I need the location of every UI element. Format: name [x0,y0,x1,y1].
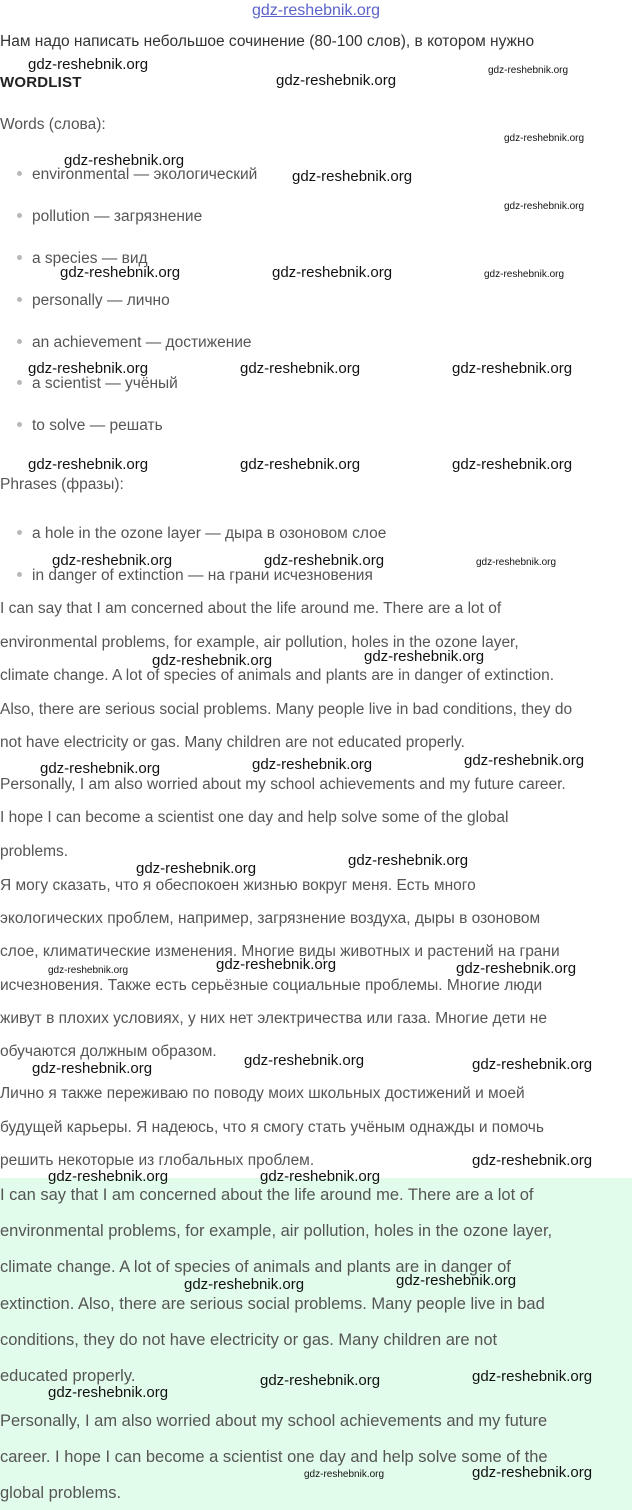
watermark: gdz-reshebnik.org [452,456,573,473]
russian-line: обучаются должным образом. [0,1043,217,1060]
english-line: environmental problems, for example, air pollution, holes in the ozone layer, [0,634,519,651]
watermark: gdz-reshebnik.org [28,360,149,377]
watermark: gdz-reshebnik.org [244,1052,365,1069]
phrases-label: Phrases (фразы): [0,476,124,493]
watermark: gdz-reshebnik.org [484,269,565,280]
watermark: gdz-reshebnik.org [272,264,393,281]
answer-line: educated properly. [0,1367,136,1385]
english-line: climate change. A lot of species of animals and plants are in danger of extinction. [0,667,555,684]
answer-line: climate change. A lot of species of animals and plants are in danger of [0,1258,511,1276]
watermark: gdz-reshebnik.org [40,760,161,777]
watermark: gdz-reshebnik.org [488,65,569,76]
russian-line: живут в плохих условиях, у них нет электричества или газа. Многие дети не [0,1010,547,1027]
bullet-icon [17,171,22,176]
watermark: gdz-reshebnik.org [364,648,485,665]
answer-line: I can say that I am concerned about the life around me. There are a lot of [0,1186,534,1204]
answer-line: Personally, I am also worried about my school achievements and my future [0,1412,548,1430]
bullet-icon [17,572,22,577]
english-line: not have electricity or gas. Many children are not educated properly. [0,734,465,751]
watermark: gdz-reshebnik.org [472,1056,593,1073]
watermark: gdz-reshebnik.org [48,965,129,976]
watermark: gdz-reshebnik.org [304,1469,385,1480]
word-item: pollution — загрязнение [17,208,202,226]
word-item: a scientist — учёный [17,375,178,393]
phrase-item: in danger of extinction — на грани исчезновения [17,567,373,585]
english-line: I hope I can become a scientist one day and help solve some of the global [0,809,509,826]
bullet-icon [17,380,22,385]
site-header [0,2,632,20]
bullet-icon [17,530,22,535]
word-item: an achievement — достижение [17,334,252,352]
bullet-icon [17,297,22,302]
answer-line: global problems. [0,1484,122,1502]
watermark: gdz-reshebnik.org [60,264,181,281]
answer-line: extinction. Also, there are serious social problems. Many people live in bad [0,1295,545,1313]
watermark: gdz-reshebnik.org [476,557,557,568]
watermark: gdz-reshebnik.org [472,1464,593,1481]
watermark: gdz-reshebnik.org [348,852,469,869]
answer-line: career. I hope I can become a scientist one day and help solve some of the [0,1448,548,1466]
watermark: gdz-reshebnik.org [396,1272,517,1289]
watermark: gdz-reshebnik.org [504,201,585,212]
watermark: gdz-reshebnik.org [136,860,257,877]
russian-line: Лично я также переживаю по поводу моих школьных достижений и моей [0,1085,525,1102]
english-line: I can say that I am concerned about the life around me. There are a lot of [0,600,502,617]
answer-line: conditions, they do not have electricity or gas. Many children are not [0,1331,498,1349]
watermark: gdz-reshebnik.org [48,1384,169,1401]
russian-line: решить некоторые из глобальных проблем. [0,1152,315,1169]
word-item: to solve — решать [17,417,163,435]
watermark: gdz-reshebnik.org [260,1168,381,1185]
word-item: a species — вид [17,250,148,268]
english-line: Also, there are serious social problems. Many people live in bad conditions, they do [0,701,573,718]
watermark: gdz-reshebnik.org [452,360,573,377]
watermark: gdz-reshebnik.org [240,456,361,473]
watermark: gdz-reshebnik.org [28,56,149,73]
russian-line: слое, климатические изменения. Многие виды животных и растений на грани [0,943,560,960]
watermark: gdz-reshebnik.org [32,1060,153,1077]
word-item: personally — лично [17,292,170,310]
english-line: problems. [0,843,69,860]
watermark: gdz-reshebnik.org [456,960,577,977]
watermark: gdz-reshebnik.org [28,456,149,473]
bullet-icon [17,255,22,260]
watermark: gdz-reshebnik.org [64,152,185,169]
watermark: gdz-reshebnik.org [504,133,585,144]
watermark: gdz-reshebnik.org [216,956,337,973]
watermark: gdz-reshebnik.org [264,552,385,569]
wordlist-title: WORDLIST [0,74,82,91]
russian-line: будущей карьеры. Я надеюсь, что я смогу стать учёным однажды и помочь [0,1119,544,1136]
watermark: gdz-reshebnik.org [52,552,173,569]
watermark: gdz-reshebnik.org [472,1152,593,1169]
watermark: gdz-reshebnik.org [472,1368,593,1385]
watermark: gdz-reshebnik.org [184,1276,305,1293]
watermark: gdz-reshebnik.org [276,72,397,89]
words-label: Words (слова): [0,116,106,133]
bullet-icon [17,422,22,427]
site-link[interactable]: gdz-reshebnik.org [251,2,381,19]
word-item: environmental — экологический [17,166,257,184]
answer-line: environmental problems, for example, air pollution, holes in the ozone layer, [0,1222,553,1240]
bullet-icon [17,339,22,344]
bullet-icon [17,213,22,218]
russian-line: Я могу сказать, что я обеспокоен жизнью вокруг меня. Есть много [0,877,476,894]
russian-line: экологических проблем, например, загрязнение воздуха, дыры в озоновом [0,910,541,927]
watermark: gdz-reshebnik.org [240,360,361,377]
watermark: gdz-reshebnik.org [48,1168,169,1185]
watermark: gdz-reshebnik.org [464,752,585,769]
english-line: Personally, I am also worried about my school achievements and my future career. [0,776,566,793]
watermark: gdz-reshebnik.org [292,168,413,185]
watermark: gdz-reshebnik.org [260,1372,381,1389]
watermark: gdz-reshebnik.org [252,756,373,773]
intro-text: Нам надо написать небольшое сочинение (80-100 слов), в котором нужно [0,33,535,50]
russian-line: исчезновения. Также есть серьёзные социальные проблемы. Многие люди [0,977,543,994]
phrase-item: a hole in the ozone layer — дыра в озоновом слое [17,525,386,543]
watermark: gdz-reshebnik.org [152,652,273,669]
